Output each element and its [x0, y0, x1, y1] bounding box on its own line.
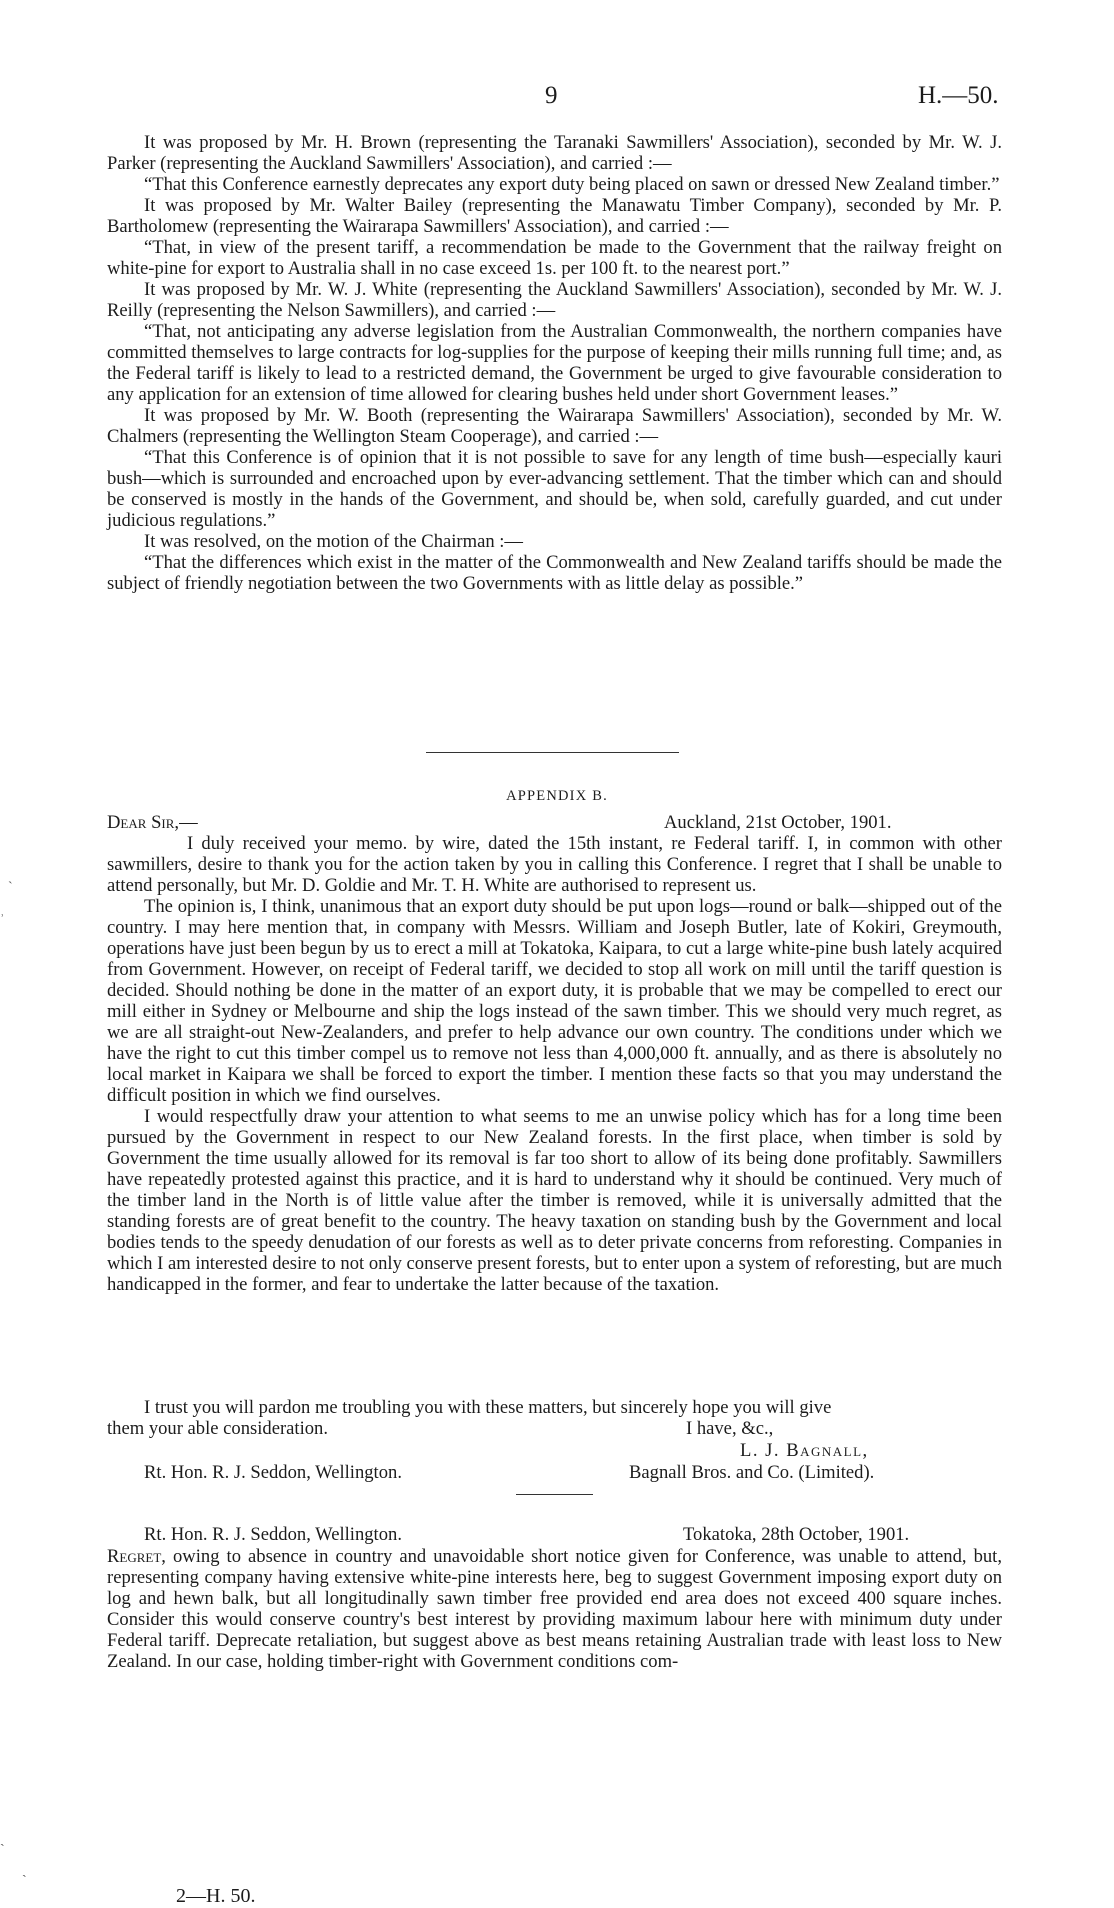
document-reference: H.—50. [918, 82, 999, 109]
paragraph: It was resolved, on the motion of the Chairman :— [144, 531, 524, 552]
paragraph: The opinion is, I think, unanimous that an export duty should be put upon logs—round or balk—shipped out of the country. I may here mention that, in company with Messrs. William and Joseph Butler, late of Kokiri, Greymouth, operations have just been begun by us to erect a mill at Tokatoka, Kaipara, to cut a large white-pine bush lately acquired from Government. However, on receipt of Federal tariff, we decided to stop all work on mill until the tariff question is decided. Should nothing be done in the matter of an export duty, it is probable that we may be compelled to erect our mill either in Sydney or Melbourne and ship the logs instead of the sawn timber. This we should very much regret, as we are all straight-out New-Zealanders, and prefer to help advance our own country. The conditions under which we have the right to cut this timber compel us to remove not less than 4,000,000 ft. annually, and as there is absolutely no local market in Kaipara we shall be forced to export the timber. I mention these facts so that you may understand the difficult position in which we find ourselves. [107, 896, 1002, 1106]
paragraph: “That this Conference earnestly deprecates any export duty being placed on sawn or dressed New Zealand timber.” [144, 174, 1000, 195]
signature-mark: 2—H. 50. [176, 1885, 256, 1907]
paragraph: It was proposed by Mr. Walter Bailey (representing the Manawatu Timber Company), seconded by Mr. P. Bartholomew (representing the Wairarapa Sawmillers' Association), and carried :— [107, 195, 1002, 237]
telegram-text: owing to absence in country and unavoidable short notice given for Conference, was unable to attend, but, representing company having extensive white-pine interests here, beg to suggest Government imposing export duty on log and hewn balk, but all longitudinally sawn timber free provided end area does not exceed 400 square inches. Consider this would conserve country's best interest by providing maximum labour here with minimum duty under Federal tariff. Deprecate retaliation, but suggest above as best means retaining Australian trade with least loss to New Zealand. In our case, holding timber-right with Government conditions com- [107, 1546, 1002, 1672]
signatory-company: Bagnall Bros. and Co. (Limited). [629, 1462, 875, 1483]
section-divider [426, 752, 679, 753]
salutation: Dear Sir,— [107, 812, 198, 833]
margin-mark: ˎ [0, 1832, 5, 1847]
margin-mark: ˏ [22, 1863, 27, 1878]
paragraph: “That this Conference is of opinion that it is not possible to save for any length of time bush—especially kauri bush—which is surrounded and encroached upon by ever-advancing settlement. That the timber which can and should be conserved is mostly in the hands of the Government, and should be, when sold, carefully guarded, and cut under judicious regulations.” [107, 447, 1002, 531]
paragraph: “That, not anticipating any adverse legislation from the Australian Commonwealth, the northern companies have committed themselves to large contracts for log-supplies for the purpose of keeping their mills running full time; and, as the Federal tariff is likely to lead to a restricted demand, the Government be urged to give favourable consideration to any application for an extension of time allowed for clearing bushes held under short Government leases.” [107, 321, 1002, 405]
letter-addressee: Rt. Hon. R. J. Seddon, Wellington. [144, 1462, 402, 1483]
letter-signature: L. J. Bagnall, [740, 1440, 869, 1461]
paragraph: It was proposed by Mr. W. J. White (representing the Auckland Sawmillers' Association), seconded by Mr. W. J. Reilly (representing the Nelson Sawmillers), and carried :— [107, 279, 1002, 321]
telegram-addressee: Rt. Hon. R. J. Seddon, Wellington. [144, 1524, 402, 1545]
paragraph: “That, in view of the present tariff, a recommendation be made to the Government that the railway freight on white-pine for export to Australia shall in no case exceed 1s. per 100 ft. to the nearest port.” [107, 237, 1002, 279]
short-divider [516, 1494, 593, 1495]
margin-mark: ˋ [8, 880, 13, 895]
telegram-body [107, 1546, 1002, 1672]
letter-body [107, 833, 1002, 1295]
paragraph [107, 1546, 1002, 1672]
appendix-title: APPENDIX B. [506, 788, 608, 804]
page-number: 9 [545, 82, 558, 109]
complimentary-close: I have, &c., [686, 1418, 774, 1439]
conference-resolutions [107, 132, 1002, 594]
paragraph: I duly received your memo. by wire, dated the 15th instant, re Federal tariff. I, in common with other sawmillers, desire to thank you for the action taken by you in calling this Conference. I regret that I shall be unable to attend personally, but Mr. D. Goldie and Mr. T. H. White are authorised to represent us. [107, 833, 1002, 896]
closing-line: I trust you will pardon me troubling you with these matters, but sincerely hope you will give [144, 1397, 832, 1418]
telegram-place-date: Tokatoka, 28th October, 1901. [683, 1524, 910, 1545]
paragraph: I would respectfully draw your attention to what seems to me an unwise policy which has for a long time been pursued by the Government in respect to our New Zealand forests. In the first place, when timber is sold by Government the time usually allowed for its removal is far too short to allow of its being done profitably. Sawmillers have repeatedly protested against this practice, and it is hard to understand why it should be continued. Very much of the timber land in the North is of little value after the timber is removed, while it is universally admitted that the standing forests are of great benefit to the country. The heavy taxation on standing bush by the Government and local bodies tends to the speedy denudation of our forests as well as to deter private concerns from reforesting. Companies in which I am interested desire to not only conserve present forests, but to enter upon a system of reforesting, but are much handicapped in the former, and fear to undertake the latter because of the taxation. [107, 1106, 1002, 1295]
letter-place-date: Auckland, 21st October, 1901. [664, 812, 892, 833]
paragraph: “That the differences which exist in the matter of the Commonwealth and New Zealand tariffs should be made the subject of friendly negotiation between the two Governments with as little delay as possible.” [107, 552, 1002, 594]
closing-line: them your able consideration. [107, 1418, 328, 1439]
paragraph: It was proposed by Mr. H. Brown (representing the Taranaki Sawmillers' Association), seconded by Mr. W. J. Parker (representing the Auckland Sawmillers' Association), and carried :— [107, 132, 1002, 174]
margin-mark: ˒ [0, 906, 5, 921]
lead-word: Regret, [107, 1546, 166, 1567]
paragraph: It was proposed by Mr. W. Booth (representing the Wairarapa Sawmillers' Association), seconded by Mr. W. Chalmers (representing the Wellington Steam Cooperage), and carried :— [107, 405, 1002, 447]
